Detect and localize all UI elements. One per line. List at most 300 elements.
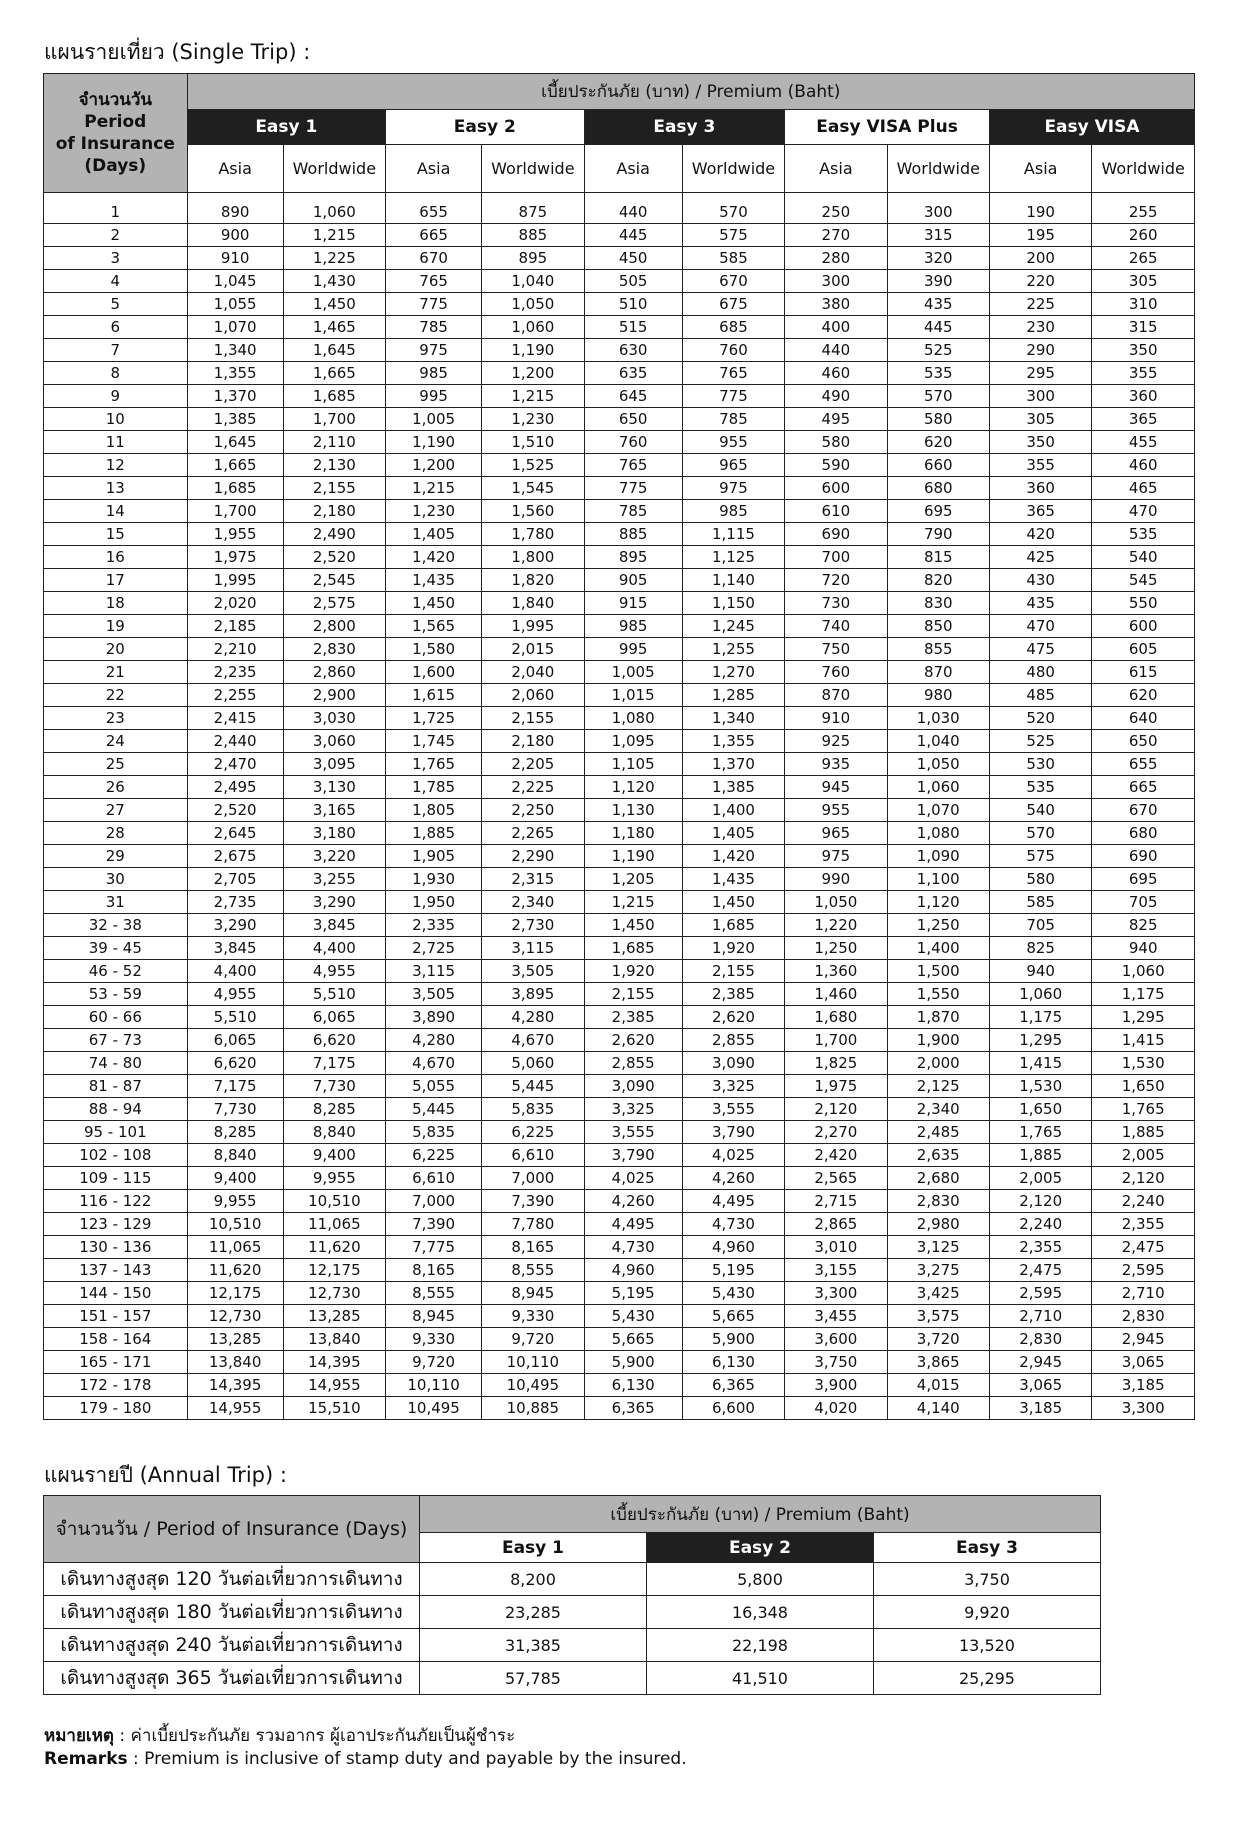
premium-cell: 5,430: [584, 1305, 682, 1328]
premium-cell: 905: [584, 569, 682, 592]
premium-cell: 1,095: [584, 730, 682, 753]
premium-cell: 815: [887, 546, 989, 569]
premium-cell: 655: [386, 193, 482, 224]
premium-cell: 760: [584, 431, 682, 454]
premium-cell: 11,065: [187, 1236, 283, 1259]
days-cell: 23: [44, 707, 188, 730]
premium-cell: 1,370: [682, 753, 784, 776]
premium-cell: 11,620: [283, 1236, 385, 1259]
premium-cell: 910: [785, 707, 887, 730]
premium-cell: 1,120: [887, 891, 989, 914]
premium-cell: 1,405: [682, 822, 784, 845]
premium-cell: 1,435: [682, 868, 784, 891]
premium-cell: 995: [584, 638, 682, 661]
premium-cell: 760: [785, 661, 887, 684]
premium-cell: 640: [1092, 707, 1195, 730]
premium-cell: 1,385: [187, 408, 283, 431]
annual-premium-cell: 16,348: [647, 1596, 874, 1629]
premium-cell: 1,975: [187, 546, 283, 569]
premium-cell: 1,820: [482, 569, 584, 592]
table-row: [44, 546, 1195, 569]
table-row: [44, 615, 1195, 638]
premium-cell: 2,155: [482, 707, 584, 730]
premium-cell: 5,055: [386, 1075, 482, 1098]
premium-cell: 1,340: [682, 707, 784, 730]
premium-cell: 4,955: [283, 960, 385, 983]
premium-cell: 1,805: [386, 799, 482, 822]
premium-cell: 3,130: [283, 776, 385, 799]
table-row: [44, 845, 1195, 868]
premium-cell: 685: [682, 316, 784, 339]
premium-cell: 1,415: [1092, 1029, 1195, 1052]
premium-cell: 3,185: [989, 1397, 1091, 1420]
premium-cell: 3,300: [1092, 1397, 1195, 1420]
premium-cell: 270: [785, 224, 887, 247]
premium-cell: 435: [989, 592, 1091, 615]
single-trip-table: [43, 73, 1195, 1420]
premium-cell: 365: [989, 500, 1091, 523]
table-row: [44, 730, 1195, 753]
premium-cell: 1,050: [482, 293, 584, 316]
table-row: [44, 1351, 1195, 1374]
premium-cell: 1,460: [785, 983, 887, 1006]
premium-cell: 8,165: [482, 1236, 584, 1259]
premium-cell: 9,400: [283, 1144, 385, 1167]
premium-cell: 1,650: [989, 1098, 1091, 1121]
premium-cell: 1,930: [386, 868, 482, 891]
premium-cell: 1,900: [887, 1029, 989, 1052]
premium-cell: 11,620: [187, 1259, 283, 1282]
premium-cell: 700: [785, 546, 887, 569]
premium-cell: 2,945: [989, 1351, 1091, 1374]
premium-cell: 3,325: [682, 1075, 784, 1098]
table-row: [44, 1629, 1101, 1662]
premium-cell: 305: [989, 408, 1091, 431]
premium-cell: 635: [584, 362, 682, 385]
premium-cell: 1,885: [989, 1144, 1091, 1167]
plan-easy-2: Easy 2: [386, 109, 584, 145]
premium-cell: 315: [1092, 316, 1195, 339]
premium-cell: 3,600: [785, 1328, 887, 1351]
premium-cell: 4,015: [887, 1374, 989, 1397]
days-cell: 165 - 171: [44, 1351, 188, 1374]
table-row: [44, 1236, 1195, 1259]
premium-cell: 1,450: [386, 592, 482, 615]
premium-cell: 1,250: [785, 937, 887, 960]
premium-cell: 820: [887, 569, 989, 592]
days-cell: 7: [44, 339, 188, 362]
premium-cell: 2,475: [1092, 1236, 1195, 1259]
premium-cell: 1,435: [386, 569, 482, 592]
table-row: [44, 523, 1195, 546]
premium-cell: 490: [785, 385, 887, 408]
premium-cell: 1,190: [482, 339, 584, 362]
table-row: [44, 776, 1195, 799]
premium-cell: 260: [1092, 224, 1195, 247]
premium-cell: 665: [386, 224, 482, 247]
premium-cell: 2,130: [283, 454, 385, 477]
premium-cell: 1,220: [785, 914, 887, 937]
days-cell: 32 - 38: [44, 914, 188, 937]
days-cell: 123 - 129: [44, 1213, 188, 1236]
premium-cell: 2,340: [887, 1098, 989, 1121]
premium-cell: 6,365: [584, 1397, 682, 1420]
premium-cell: 480: [989, 661, 1091, 684]
table-row: [44, 1167, 1195, 1190]
premium-cell: 1,245: [682, 615, 784, 638]
premium-cell: 1,765: [386, 753, 482, 776]
premium-cell: 1,200: [482, 362, 584, 385]
premium-cell: 2,710: [989, 1305, 1091, 1328]
premium-cell: 825: [1092, 914, 1195, 937]
premium-cell: 200: [989, 247, 1091, 270]
days-cell: 13: [44, 477, 188, 500]
premium-cell: 9,720: [482, 1328, 584, 1351]
premium-cell: 445: [887, 316, 989, 339]
premium-cell: 1,040: [482, 270, 584, 293]
premium-cell: 2,900: [283, 684, 385, 707]
premium-cell: 900: [187, 224, 283, 247]
premium-cell: 1,190: [584, 845, 682, 868]
premium-cell: 2,180: [482, 730, 584, 753]
premium-cell: 1,700: [283, 408, 385, 431]
premium-cell: 6,130: [682, 1351, 784, 1374]
premium-cell: 2,475: [989, 1259, 1091, 1282]
premium-cell: 2,355: [1092, 1213, 1195, 1236]
premium-cell: 1,340: [187, 339, 283, 362]
premium-cell: 4,025: [682, 1144, 784, 1167]
premium-cell: 680: [1092, 822, 1195, 845]
remark-english-label: Remarks: [44, 1749, 128, 1769]
days-cell: 18: [44, 592, 188, 615]
premium-cell: 4,140: [887, 1397, 989, 1420]
premium-cell: 1,090: [887, 845, 989, 868]
premium-cell: 7,780: [482, 1213, 584, 1236]
premium-cell: 925: [785, 730, 887, 753]
premium-cell: 2,420: [785, 1144, 887, 1167]
premium-cell: 8,555: [482, 1259, 584, 1282]
premium-cell: 2,595: [1092, 1259, 1195, 1282]
premium-cell: 1,070: [187, 316, 283, 339]
premium-cell: 670: [682, 270, 784, 293]
premium-cell: 8,840: [283, 1121, 385, 1144]
days-cell: 102 - 108: [44, 1144, 188, 1167]
premium-cell: 1,080: [887, 822, 989, 845]
annual-premium-cell: 5,800: [647, 1563, 874, 1596]
days-cell: 6: [44, 316, 188, 339]
premium-cell: 2,005: [1092, 1144, 1195, 1167]
premium-cell: 525: [989, 730, 1091, 753]
annual-premium-cell: 13,520: [874, 1629, 1101, 1662]
table-row: [44, 891, 1195, 914]
premium-cell: 1,530: [989, 1075, 1091, 1098]
premium-cell: 2,520: [283, 546, 385, 569]
premium-cell: 4,730: [584, 1236, 682, 1259]
premium-cell: 2,735: [187, 891, 283, 914]
premium-cell: 3,555: [682, 1098, 784, 1121]
days-cell: 1: [44, 193, 188, 224]
premium-cell: 2,470: [187, 753, 283, 776]
premium-cell: 390: [887, 270, 989, 293]
premium-cell: 1,420: [386, 546, 482, 569]
premium-cell: 8,840: [187, 1144, 283, 1167]
premium-cell: 1,230: [386, 500, 482, 523]
premium-cell: 1,950: [386, 891, 482, 914]
premium-cell: 870: [887, 661, 989, 684]
premium-cell: 3,255: [283, 868, 385, 891]
premium-cell: 1,420: [682, 845, 784, 868]
premium-cell: 1,040: [887, 730, 989, 753]
table-row: [44, 1098, 1195, 1121]
premium-cell: 1,150: [682, 592, 784, 615]
annual-premium-cell: 3,750: [874, 1563, 1101, 1596]
premium-cell: 570: [887, 385, 989, 408]
premium-cell: 760: [682, 339, 784, 362]
remark-english: [44, 1749, 687, 1769]
premium-cell: 1,415: [989, 1052, 1091, 1075]
premium-cell: 2,680: [887, 1167, 989, 1190]
premium-cell: 510: [584, 293, 682, 316]
table-row: [44, 1305, 1195, 1328]
premium-cell: 1,055: [187, 293, 283, 316]
table-row: [44, 983, 1195, 1006]
premium-cell: 10,510: [187, 1213, 283, 1236]
premium-cell: 3,180: [283, 822, 385, 845]
premium-cell: 7,175: [283, 1052, 385, 1075]
premium-cell: 785: [386, 316, 482, 339]
premium-cell: 870: [785, 684, 887, 707]
region-label: Worldwide: [682, 145, 784, 193]
table-row: [44, 1374, 1195, 1397]
premium-cell: 2,440: [187, 730, 283, 753]
premium-cell: 895: [584, 546, 682, 569]
premium-cell: 360: [989, 477, 1091, 500]
premium-cell: 2,495: [187, 776, 283, 799]
premium-cell: 980: [887, 684, 989, 707]
premium-cell: 775: [584, 477, 682, 500]
premium-cell: 5,900: [682, 1328, 784, 1351]
premium-cell: 2,235: [187, 661, 283, 684]
table-row: [44, 293, 1195, 316]
premium-cell: 1,680: [785, 1006, 887, 1029]
premium-cell: 2,385: [584, 1006, 682, 1029]
premium-cell: 2,210: [187, 638, 283, 661]
premium-cell: 3,115: [386, 960, 482, 983]
premium-cell: 350: [989, 431, 1091, 454]
premium-cell: 10,495: [386, 1397, 482, 1420]
premium-cell: 440: [584, 193, 682, 224]
premium-cell: 7,000: [482, 1167, 584, 1190]
premium-cell: 1,450: [682, 891, 784, 914]
premium-cell: 765: [584, 454, 682, 477]
premium-cell: 300: [785, 270, 887, 293]
premium-cell: 790: [887, 523, 989, 546]
days-cell: 67 - 73: [44, 1029, 188, 1052]
premium-cell: 2,520: [187, 799, 283, 822]
premium-cell: 1,080: [584, 707, 682, 730]
days-cell: 30: [44, 868, 188, 891]
premium-cell: 1,430: [283, 270, 385, 293]
premium-cell: 3,220: [283, 845, 385, 868]
premium-header: เบี้ยประกันภัย (บาท) / Premium (Baht): [187, 74, 1194, 110]
premium-cell: 1,105: [584, 753, 682, 776]
premium-cell: 550: [1092, 592, 1195, 615]
days-cell: 81 - 87: [44, 1075, 188, 1098]
premium-cell: 14,395: [283, 1351, 385, 1374]
premium-cell: 10,510: [283, 1190, 385, 1213]
premium-cell: 1,700: [187, 500, 283, 523]
days-cell: 2: [44, 224, 188, 247]
premium-cell: 2,830: [283, 638, 385, 661]
premium-cell: 1,400: [887, 937, 989, 960]
premium-cell: 4,960: [682, 1236, 784, 1259]
premium-cell: 740: [785, 615, 887, 638]
region-label: Asia: [187, 145, 283, 193]
premium-cell: 2,715: [785, 1190, 887, 1213]
premium-cell: 945: [785, 776, 887, 799]
table-row: [44, 362, 1195, 385]
table-row: [44, 270, 1195, 293]
table-row: [44, 753, 1195, 776]
table-row: [44, 1397, 1195, 1420]
premium-cell: 1,400: [682, 799, 784, 822]
premium-cell: 10,885: [482, 1397, 584, 1420]
region-label: Asia: [386, 145, 482, 193]
region-label: Worldwide: [1092, 145, 1195, 193]
premium-cell: 2,020: [187, 592, 283, 615]
premium-cell: 350: [1092, 339, 1195, 362]
annual-premium-cell: 31,385: [420, 1629, 647, 1662]
premium-cell: 775: [682, 385, 784, 408]
premium-cell: 3,900: [785, 1374, 887, 1397]
premium-cell: 1,840: [482, 592, 584, 615]
premium-cell: 7,175: [187, 1075, 283, 1098]
premium-cell: 5,430: [682, 1282, 784, 1305]
annual-period-cell: เดินทางสูงสุด 120 วันต่อเที่ยวการเดินทาง: [44, 1563, 420, 1596]
premium-cell: 785: [682, 408, 784, 431]
premium-cell: 445: [584, 224, 682, 247]
premium-cell: 13,840: [283, 1328, 385, 1351]
premium-cell: 220: [989, 270, 1091, 293]
premium-cell: 1,870: [887, 1006, 989, 1029]
premium-cell: 455: [1092, 431, 1195, 454]
premium-cell: 430: [989, 569, 1091, 592]
premium-cell: 355: [1092, 362, 1195, 385]
premium-cell: 4,020: [785, 1397, 887, 1420]
premium-cell: 1,665: [283, 362, 385, 385]
premium-cell: 2,855: [682, 1029, 784, 1052]
premium-cell: 5,510: [283, 983, 385, 1006]
premium-cell: 230: [989, 316, 1091, 339]
premium-cell: 2,155: [682, 960, 784, 983]
table-row: [44, 1662, 1101, 1695]
premium-cell: 11,065: [283, 1213, 385, 1236]
premium-cell: 5,445: [482, 1075, 584, 1098]
premium-cell: 895: [482, 247, 584, 270]
table-row: [44, 822, 1195, 845]
premium-cell: 3,455: [785, 1305, 887, 1328]
premium-cell: 5,195: [682, 1259, 784, 1282]
premium-cell: 975: [785, 845, 887, 868]
days-cell: 179 - 180: [44, 1397, 188, 1420]
premium-cell: 535: [1092, 523, 1195, 546]
premium-cell: 10,110: [482, 1351, 584, 1374]
remark-thai-label: หมายเหตุ: [44, 1726, 114, 1746]
annual-premium-cell: 25,295: [874, 1662, 1101, 1695]
table-row: [44, 431, 1195, 454]
premium-cell: 365: [1092, 408, 1195, 431]
premium-cell: 9,400: [187, 1167, 283, 1190]
premium-cell: 730: [785, 592, 887, 615]
premium-cell: 1,205: [584, 868, 682, 891]
premium-cell: 910: [187, 247, 283, 270]
premium-cell: 9,955: [187, 1190, 283, 1213]
premium-cell: 1,270: [682, 661, 784, 684]
days-cell: 137 - 143: [44, 1259, 188, 1282]
premium-cell: 450: [584, 247, 682, 270]
premium-cell: 1,645: [187, 431, 283, 454]
premium-cell: 305: [1092, 270, 1195, 293]
premium-cell: 3,030: [283, 707, 385, 730]
premium-cell: 1,765: [989, 1121, 1091, 1144]
premium-cell: 3,090: [584, 1075, 682, 1098]
remark-thai: [44, 1722, 515, 1749]
premium-cell: 225: [989, 293, 1091, 316]
premium-cell: 3,790: [584, 1144, 682, 1167]
days-cell: 14: [44, 500, 188, 523]
premium-cell: 4,280: [386, 1029, 482, 1052]
table-row: [44, 868, 1195, 891]
premium-cell: 1,450: [584, 914, 682, 937]
premium-cell: 2,335: [386, 914, 482, 937]
premium-cell: 3,065: [1092, 1351, 1195, 1374]
premium-cell: 380: [785, 293, 887, 316]
premium-cell: 1,995: [482, 615, 584, 638]
annual-plan-easy-2: Easy 2: [647, 1533, 874, 1563]
premium-cell: 570: [682, 193, 784, 224]
premium-cell: 830: [887, 592, 989, 615]
premium-cell: 7,775: [386, 1236, 482, 1259]
premium-cell: 1,920: [682, 937, 784, 960]
premium-cell: 1,175: [1092, 983, 1195, 1006]
days-cell: 27: [44, 799, 188, 822]
premium-cell: 7,390: [482, 1190, 584, 1213]
premium-cell: 3,895: [482, 983, 584, 1006]
premium-cell: 13,285: [283, 1305, 385, 1328]
premium-cell: 6,065: [283, 1006, 385, 1029]
premium-cell: 5,195: [584, 1282, 682, 1305]
premium-cell: 2,015: [482, 638, 584, 661]
premium-cell: 2,265: [482, 822, 584, 845]
premium-cell: 8,945: [482, 1282, 584, 1305]
period-header-th: จำนวนวัน: [78, 90, 153, 110]
premium-cell: 2,415: [187, 707, 283, 730]
period-header-en1: Period: [84, 112, 147, 132]
premium-cell: 6,600: [682, 1397, 784, 1420]
premium-cell: 1,685: [283, 385, 385, 408]
premium-cell: 6,065: [187, 1029, 283, 1052]
premium-cell: 1,140: [682, 569, 784, 592]
table-row: [44, 1282, 1195, 1305]
premium-cell: 2,830: [887, 1190, 989, 1213]
premium-cell: 2,485: [887, 1121, 989, 1144]
region-label: Worldwide: [283, 145, 385, 193]
premium-cell: 2,800: [283, 615, 385, 638]
premium-cell: 525: [887, 339, 989, 362]
premium-cell: 6,365: [682, 1374, 784, 1397]
premium-cell: 8,285: [283, 1098, 385, 1121]
premium-cell: 1,190: [386, 431, 482, 454]
